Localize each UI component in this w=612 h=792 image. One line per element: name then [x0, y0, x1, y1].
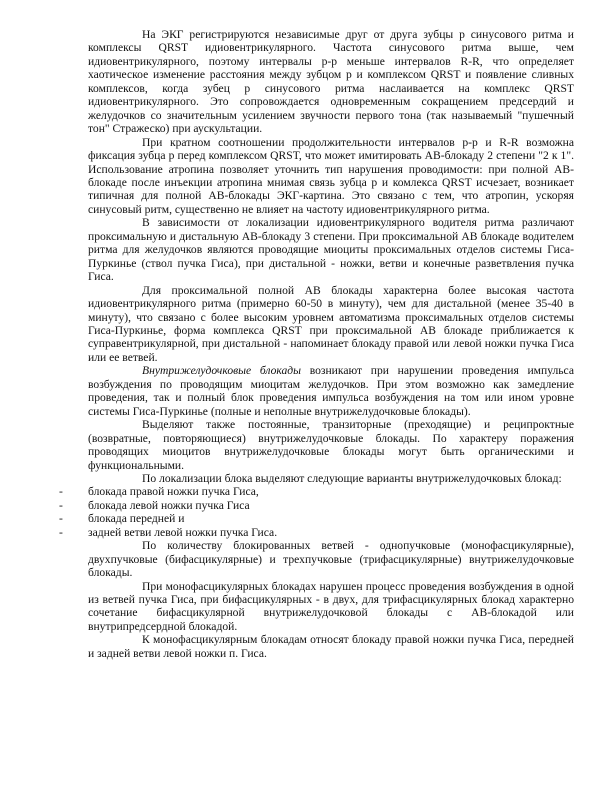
paragraph-av-dissociation-ecg: На ЭКГ регистрируются независимые друг от друга зубцы р синусового ритма и комплексы QRST идиовентрикулярного. Частота синусового ритма выше, чем идиовентрикулярного, поэтому интервалы р-р меньше интервалов R-R, что определяет хаотическое изменение расстояния между зубцом р и комплексом QRST и появление сливных комплексов, когда зубец р синусового ритма наслаивается на комплекс QRST идиовентрикулярного. Это сопровождается одновременным сокращением предсердий и желудочков со значительным усилением звучности первого тона (так называемый "пушечный тон" Стражеско) при аускультации. [88, 28, 574, 136]
paragraph-intraventricular-blocks-text: возникают при нарушении проведения импульса возбуждения по проводящим миоцитам желудочков. При этом возможно как замедление проведения, так и полный блок проведения импульса возбуждения на том или ином уровне системы Гиса-Пуркинье (полные и неполные внутрижелудочковые блокады). [88, 364, 574, 418]
list-dash: - [59, 512, 63, 526]
list-item [59, 525, 574, 539]
list-item [59, 498, 574, 512]
paragraph-localization-av-block: В зависимости от локализации идиовентрикулярного водителя ритма различают проксимальную и дистальную АВ-блокаду 3 степени. При проксимальной АВ блокаде водителем ритма для желудочков являются проводящие миоциты проксимальных отделов системы Гиса-Пуркинье (ствол пучка Гиса), при дистальной - ножки, ветви и конечные разветвления пучка Гиса. [88, 216, 574, 284]
term-intraventricular-blocks: Внутрижелудочковые блокады [142, 364, 302, 378]
paragraph-block-types: Выделяют также постоянные, транзиторные (преходящие) и реципроктные (возвратные, повторяющиеся) внутрижелудочковые блокады. По характеру поражения проводящих миоцитов внутрижелудочковые блокады могут быть органическими и функциональными. [88, 418, 574, 472]
list-item-text: блокада правой ножки пучка Гиса, [88, 485, 259, 499]
paragraph-atropine-test: При кратном соотношении продолжительности интервалов р-р и R-R возможна фиксация зубца р перед комплексом QRST, что может имитировать АВ-блокаду 2 степени "2 к 1". Использование атропина позволяет уточнить тип нарушения проводимости: при полной АВ-блокаде после инъекции атропина мнимая связь зубца р и комлекса QRST исчезает, возникает типичная для полной АВ-блокады ЭКГ-картина. Это связано с тем, что атропин, ускоряя синусовый ритм, существенно не влияет на частоту идиовентрикулярного ритма. [88, 135, 574, 216]
list-item-text: блокада левой ножки пучка Гиса [88, 498, 250, 512]
list-dash: - [59, 498, 63, 512]
paragraph-proximal-vs-distal: Для проксимальной полной АВ блокады характерна более высокая частота идиовентрикулярного ритма (примерно 60-50 в минуту), чем для дистальной (менее 35-40 в минуту), что связано с более высоким уровнем автоматизма проксимальных отделов системы Гиса-Пуркинье, форма комплекса QRST при проксимальной АВ блокаде приближается к суправентрикулярной, при дистальной - напоминает блокаду правой или левой ножки пучка Гиса или ее ветвей. [88, 283, 574, 364]
list-item [59, 512, 574, 526]
list-item-text: задней ветви левой ножки пучка Гиса. [88, 525, 278, 539]
list-dash: - [59, 485, 63, 499]
block-variants-list [59, 485, 574, 539]
paragraph-monofascicular-blocks: К монофасцикулярным блокадам относят блокаду правой ножки пучка Гиса, передней и задней ветви левой ножки п. Гиса. [88, 633, 574, 660]
paragraph-intraventricular-blocks [88, 364, 574, 418]
list-dash: - [59, 525, 63, 539]
list-item-text: блокада передней и [88, 512, 185, 526]
list-item [59, 485, 574, 499]
paragraph-localization-variants: По локализации блока выделяют следующие варианты внутрижелудочковых блокад: [142, 471, 562, 485]
document-page [59, 28, 574, 660]
paragraph-mono-bi-trifascicular: При монофасцикулярных блокадах нарушен процесс проведения возбуждения в одной из ветвей пучка Гиса, при бифасцикулярных - в двух, для трифасцикулярных блокад характерно сочетание бифасцикулярной внутрижелудочковой блокады с АВ-блокадой или внутрипредсердной блокадой. [88, 579, 574, 633]
paragraph-fascicular-count: По количеству блокированных ветвей - однопучковые (монофасцикулярные), двухпучковые (бифасцикулярные) и трехпучковые (трифасцикулярные) внутрижелудочковые блокады. [88, 539, 574, 580]
